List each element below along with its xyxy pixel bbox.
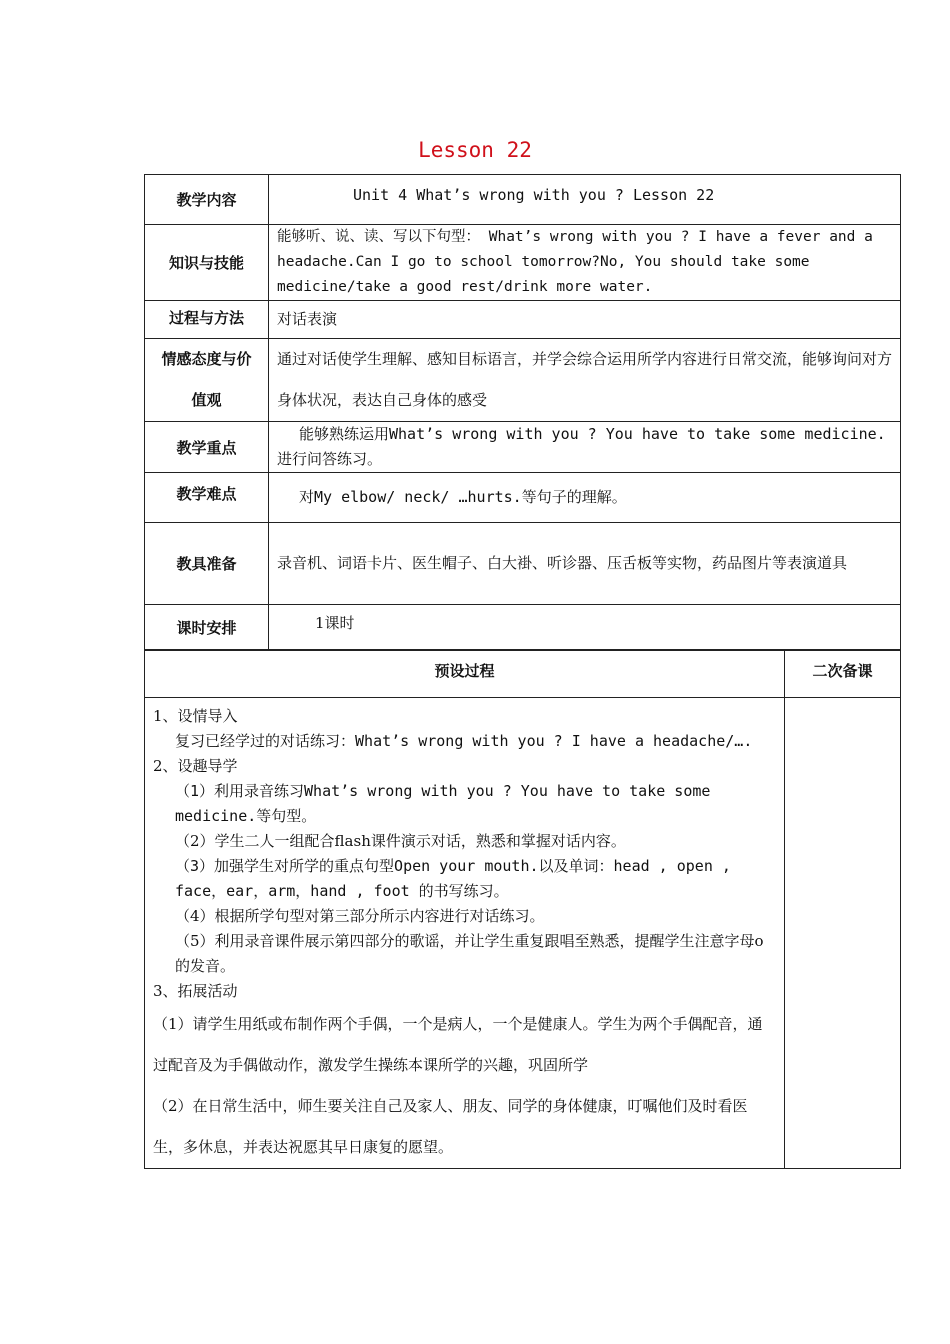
label-knowledge: 知识与技能 bbox=[145, 225, 269, 301]
lesson-plan-table bbox=[144, 649, 901, 1169]
value-difficulty: 对My elbow/ neck/ …hurts.等句子的理解。 bbox=[269, 473, 901, 523]
step-3-item-1: （1）请学生用纸或布制作两个手偶，一个是病人，一个是健康人。学生为两个手偶配音，通过配音及为手偶做动作，激发学生操练本课所学的兴趣，巩固所学 bbox=[153, 1015, 763, 1074]
label-emotion-line2: 值观 bbox=[191, 391, 222, 409]
step-2-item-5: （5）利用录音课件展示第四部分的歌谣，并让学生重复跟唱至熟悉，提醒学生注意字母o的发音。 bbox=[175, 932, 764, 975]
label-process: 过程与方法 bbox=[145, 301, 269, 339]
plan-header-row bbox=[145, 650, 901, 698]
value-emotion: 通过对话使学生理解、感知目标语言，并学会综合运用所学内容进行日常交流，能够询问对方身体状况，表达自己身体的感受 bbox=[269, 339, 901, 422]
plan-body bbox=[145, 698, 785, 1169]
row-content bbox=[145, 175, 901, 225]
label-difficulty: 教学难点 bbox=[145, 473, 269, 523]
value-tools: 录音机、词语卡片、医生帽子、白大褂、听诊器、压舌板等实物，药品图片等表演道具 bbox=[269, 523, 901, 605]
secondary-prep-cell bbox=[785, 698, 901, 1169]
label-key: 教学重点 bbox=[145, 422, 269, 473]
step-2-item-1: （1）利用录音练习What’s wrong with you ? You have to take some medicine.等句型。 bbox=[175, 782, 711, 825]
value-schedule: 1课时 bbox=[269, 605, 901, 651]
header-preset-process: 预设过程 bbox=[145, 650, 785, 698]
step-2-heading: 2、设趣导学 bbox=[153, 757, 238, 775]
step-3-item-2: （2）在日常生活中，师生要关注自己及家人、朋友、同学的身体健康，叮嘱他们及时看医生，多休息，并表达祝愿其早日康复的愿望。 bbox=[153, 1097, 748, 1156]
row-process bbox=[145, 301, 901, 339]
row-tools bbox=[145, 523, 901, 605]
label-tools: 教具准备 bbox=[145, 523, 269, 605]
value-content: Unit 4 What’s wrong with you ? Lesson 22 bbox=[269, 175, 901, 225]
step-2-item-4: （4）根据所学句型对第三部分所示内容进行对话练习。 bbox=[175, 907, 545, 925]
label-emotion-line1: 情感态度与价 bbox=[161, 350, 252, 368]
label-emotion bbox=[145, 339, 269, 422]
header-secondary-prep: 二次备课 bbox=[785, 650, 901, 698]
step-1-item: 复习已经学过的对话练习：What’s wrong with you ? I have a headache/…. bbox=[175, 732, 753, 750]
step-3-heading: 3、拓展活动 bbox=[153, 982, 238, 1000]
lesson-info-table bbox=[144, 174, 901, 651]
row-emotion bbox=[145, 339, 901, 422]
row-knowledge bbox=[145, 225, 901, 301]
document-title: Lesson 22 bbox=[418, 138, 532, 162]
row-difficulty bbox=[145, 473, 901, 523]
label-content: 教学内容 bbox=[145, 175, 269, 225]
step-2-item-3: （3）加强学生对所学的重点句型Open your mouth.以及单词：head , open , face，ear，arm，hand , foot 的书写练习。 bbox=[175, 857, 731, 900]
value-key: 能够熟练运用What’s wrong with you ? You have to take some medicine.进行问答练习。 bbox=[269, 422, 901, 473]
label-schedule: 课时安排 bbox=[145, 605, 269, 651]
step-1-heading: 1、设情导入 bbox=[153, 707, 238, 725]
plan-body-row bbox=[145, 698, 901, 1169]
value-process: 对话表演 bbox=[269, 301, 901, 339]
value-knowledge: 能够听、说、读、写以下句型： What’s wrong with you ? I have a fever and a headache.Can I go to school tomorrow?No, You should take some medicine/take a good rest/drink more water. bbox=[269, 225, 901, 301]
row-key bbox=[145, 422, 901, 473]
row-schedule bbox=[145, 605, 901, 651]
step-2-item-2: （2）学生二人一组配合flash课件演示对话，熟悉和掌握对话内容。 bbox=[175, 832, 626, 850]
